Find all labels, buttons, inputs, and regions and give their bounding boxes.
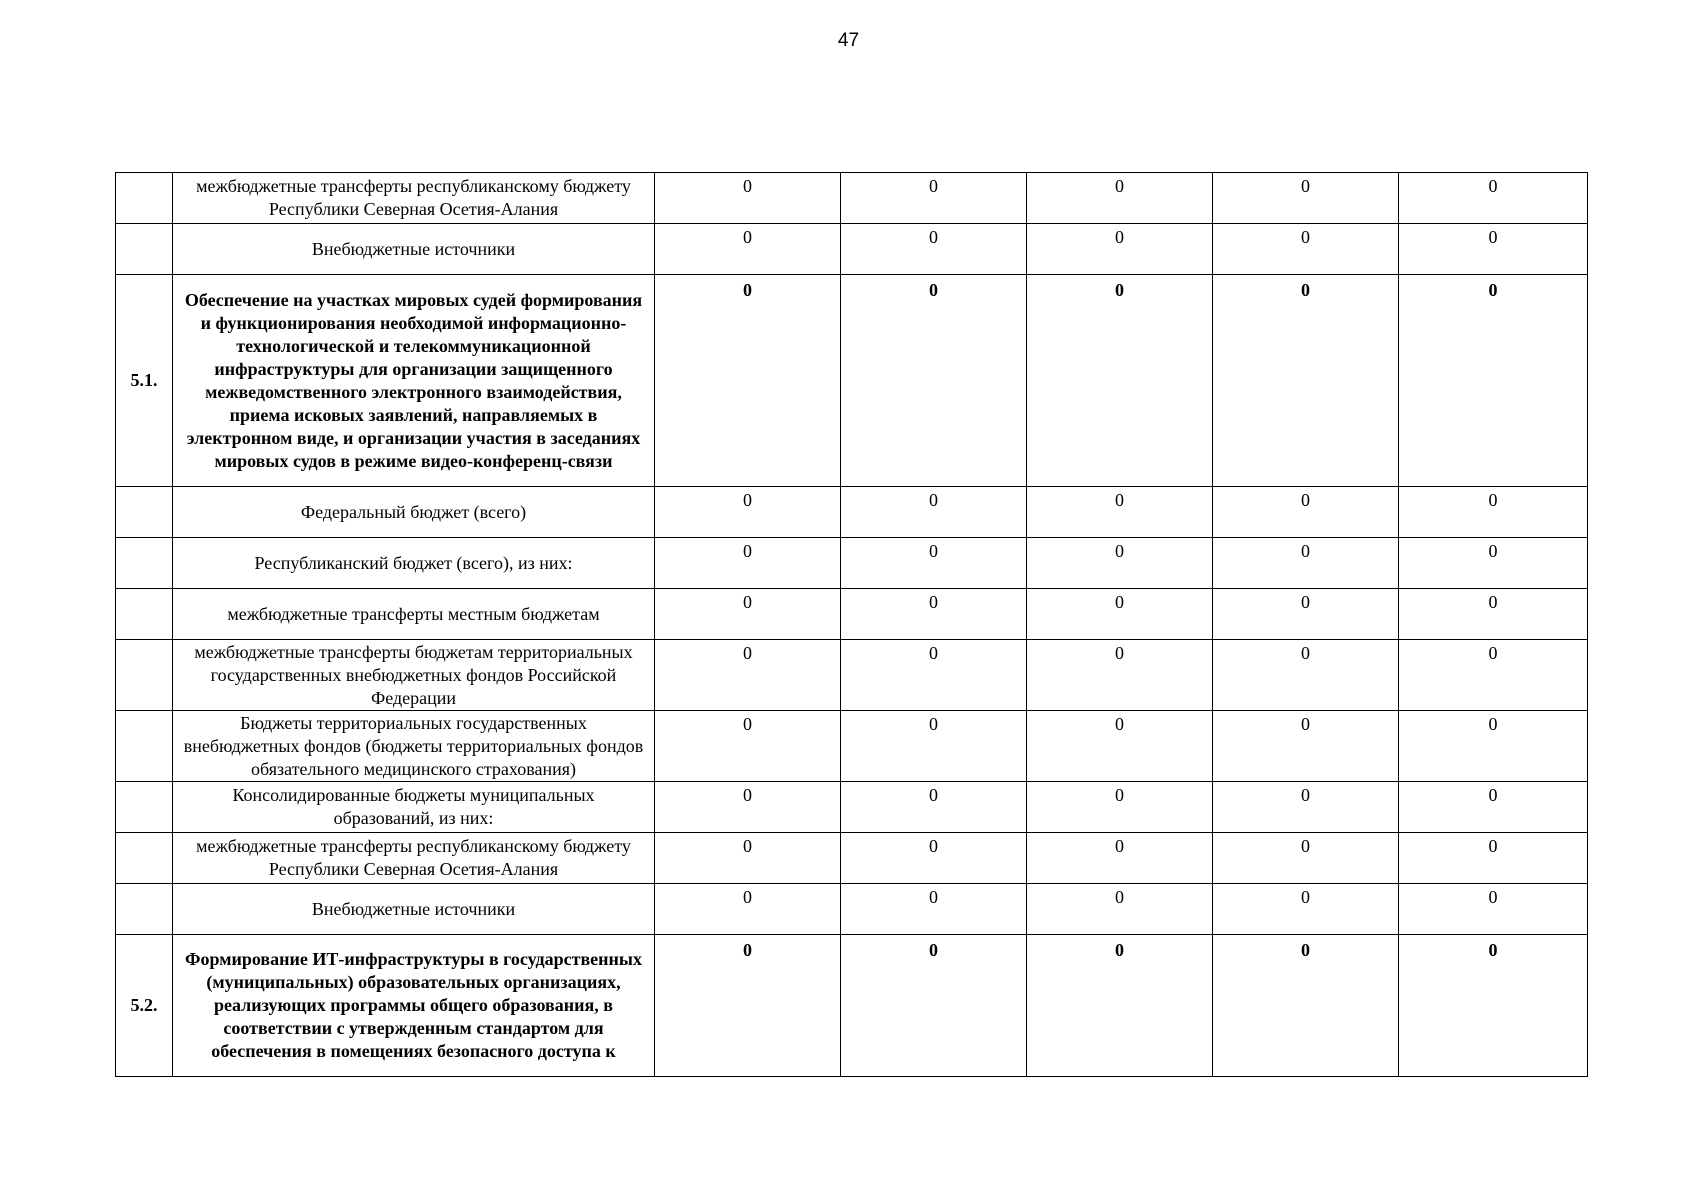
row-number-cell (116, 711, 173, 782)
value-cell-3: 0 (1027, 173, 1213, 224)
value-cell-1: 0 (655, 640, 841, 711)
value-cell-3: 0 (1027, 224, 1213, 275)
value-cell-3: 0 (1027, 782, 1213, 833)
value-cell-1: 0 (655, 833, 841, 884)
row-number-cell (116, 884, 173, 935)
value-cell-5: 0 (1399, 884, 1588, 935)
row-number-cell (116, 173, 173, 224)
row-name-cell: Внебюджетные источники (173, 884, 655, 935)
row-name-cell: Внебюджетные источники (173, 224, 655, 275)
table-row (116, 884, 1588, 935)
value-cell-5: 0 (1399, 224, 1588, 275)
row-name-cell: межбюджетные трансферты республиканскому бюджету Республики Северная Осетия-Алания (173, 173, 655, 224)
value-cell-1: 0 (655, 711, 841, 782)
value-cell-3: 0 (1027, 884, 1213, 935)
value-cell-1: 0 (655, 935, 841, 1077)
value-cell-3: 0 (1027, 833, 1213, 884)
row-name-cell: межбюджетные трансферты республиканскому бюджету Республики Северная Осетия-Алания (173, 833, 655, 884)
table-row (116, 173, 1588, 224)
value-cell-2: 0 (841, 275, 1027, 487)
value-cell-1: 0 (655, 538, 841, 589)
value-cell-1: 0 (655, 487, 841, 538)
value-cell-4: 0 (1213, 589, 1399, 640)
row-number-cell (116, 640, 173, 711)
value-cell-1: 0 (655, 275, 841, 487)
value-cell-4: 0 (1213, 711, 1399, 782)
row-name-cell: Федеральный бюджет (всего) (173, 487, 655, 538)
value-cell-4: 0 (1213, 640, 1399, 711)
value-cell-3: 0 (1027, 589, 1213, 640)
value-cell-2: 0 (841, 487, 1027, 538)
value-cell-2: 0 (841, 884, 1027, 935)
row-name-cell: межбюджетные трансферты бюджетам территориальных государственных внебюджетных фондов Российской Федерации (173, 640, 655, 711)
value-cell-4: 0 (1213, 487, 1399, 538)
table-row (116, 782, 1588, 833)
row-number-cell (116, 833, 173, 884)
value-cell-1: 0 (655, 884, 841, 935)
table-row (116, 487, 1588, 538)
value-cell-5: 0 (1399, 538, 1588, 589)
value-cell-2: 0 (841, 833, 1027, 884)
row-number-cell: 5.2. (116, 935, 173, 1077)
row-number-cell: 5.1. (116, 275, 173, 487)
value-cell-2: 0 (841, 711, 1027, 782)
table-row (116, 589, 1588, 640)
row-name-cell: Бюджеты территориальных государственных внебюджетных фондов (бюджеты территориальных фондов обязательного медицинского страхования) (173, 711, 655, 782)
value-cell-4: 0 (1213, 935, 1399, 1077)
value-cell-5: 0 (1399, 782, 1588, 833)
row-number-cell (116, 224, 173, 275)
value-cell-1: 0 (655, 173, 841, 224)
row-name-cell: Консолидированные бюджеты муниципальных образований, из них: (173, 782, 655, 833)
row-name-cell: Республиканский бюджет (всего), из них: (173, 538, 655, 589)
row-name-cell: Обеспечение на участках мировых судей формирования и функционирования необходимой информационно-технологической и телекоммуникационной инфраструктуры для организации защищенного межведомственного электронного взаимодействия, приема исковых заявлений, направляемых в электронном виде, и организации участия в заседаниях мировых судов в режиме видео-конференц-связи (173, 275, 655, 487)
value-cell-3: 0 (1027, 935, 1213, 1077)
value-cell-5: 0 (1399, 833, 1588, 884)
value-cell-3: 0 (1027, 538, 1213, 589)
table-row (116, 224, 1588, 275)
value-cell-1: 0 (655, 224, 841, 275)
row-number-cell (116, 538, 173, 589)
row-number-cell (116, 589, 173, 640)
table-row (116, 935, 1588, 1077)
value-cell-2: 0 (841, 782, 1027, 833)
table-row (116, 275, 1588, 487)
value-cell-2: 0 (841, 173, 1027, 224)
value-cell-5: 0 (1399, 173, 1588, 224)
value-cell-2: 0 (841, 589, 1027, 640)
budget-table (115, 172, 1588, 1077)
value-cell-5: 0 (1399, 275, 1588, 487)
value-cell-4: 0 (1213, 884, 1399, 935)
value-cell-4: 0 (1213, 224, 1399, 275)
value-cell-5: 0 (1399, 589, 1588, 640)
value-cell-4: 0 (1213, 275, 1399, 487)
table-row (116, 833, 1588, 884)
value-cell-3: 0 (1027, 640, 1213, 711)
value-cell-4: 0 (1213, 833, 1399, 884)
row-number-cell (116, 782, 173, 833)
row-name-cell: межбюджетные трансферты местным бюджетам (173, 589, 655, 640)
value-cell-5: 0 (1399, 711, 1588, 782)
value-cell-3: 0 (1027, 711, 1213, 782)
value-cell-1: 0 (655, 589, 841, 640)
value-cell-2: 0 (841, 935, 1027, 1077)
table-row (116, 538, 1588, 589)
value-cell-2: 0 (841, 224, 1027, 275)
value-cell-5: 0 (1399, 640, 1588, 711)
row-number-cell (116, 487, 173, 538)
table-body (116, 173, 1588, 1077)
value-cell-4: 0 (1213, 538, 1399, 589)
value-cell-4: 0 (1213, 782, 1399, 833)
value-cell-2: 0 (841, 640, 1027, 711)
value-cell-1: 0 (655, 782, 841, 833)
table-row (116, 640, 1588, 711)
page-number: 47 (837, 30, 860, 51)
value-cell-4: 0 (1213, 173, 1399, 224)
value-cell-3: 0 (1027, 487, 1213, 538)
row-name-cell: Формирование ИТ-инфраструктуры в государственных (муниципальных) образовательных организациях, реализующих программы общего образования, в соответствии с утвержденным стандартом для обеспечения в помещениях безопасного доступа к (173, 935, 655, 1077)
table-row (116, 711, 1588, 782)
value-cell-2: 0 (841, 538, 1027, 589)
value-cell-5: 0 (1399, 935, 1588, 1077)
value-cell-3: 0 (1027, 275, 1213, 487)
value-cell-5: 0 (1399, 487, 1588, 538)
